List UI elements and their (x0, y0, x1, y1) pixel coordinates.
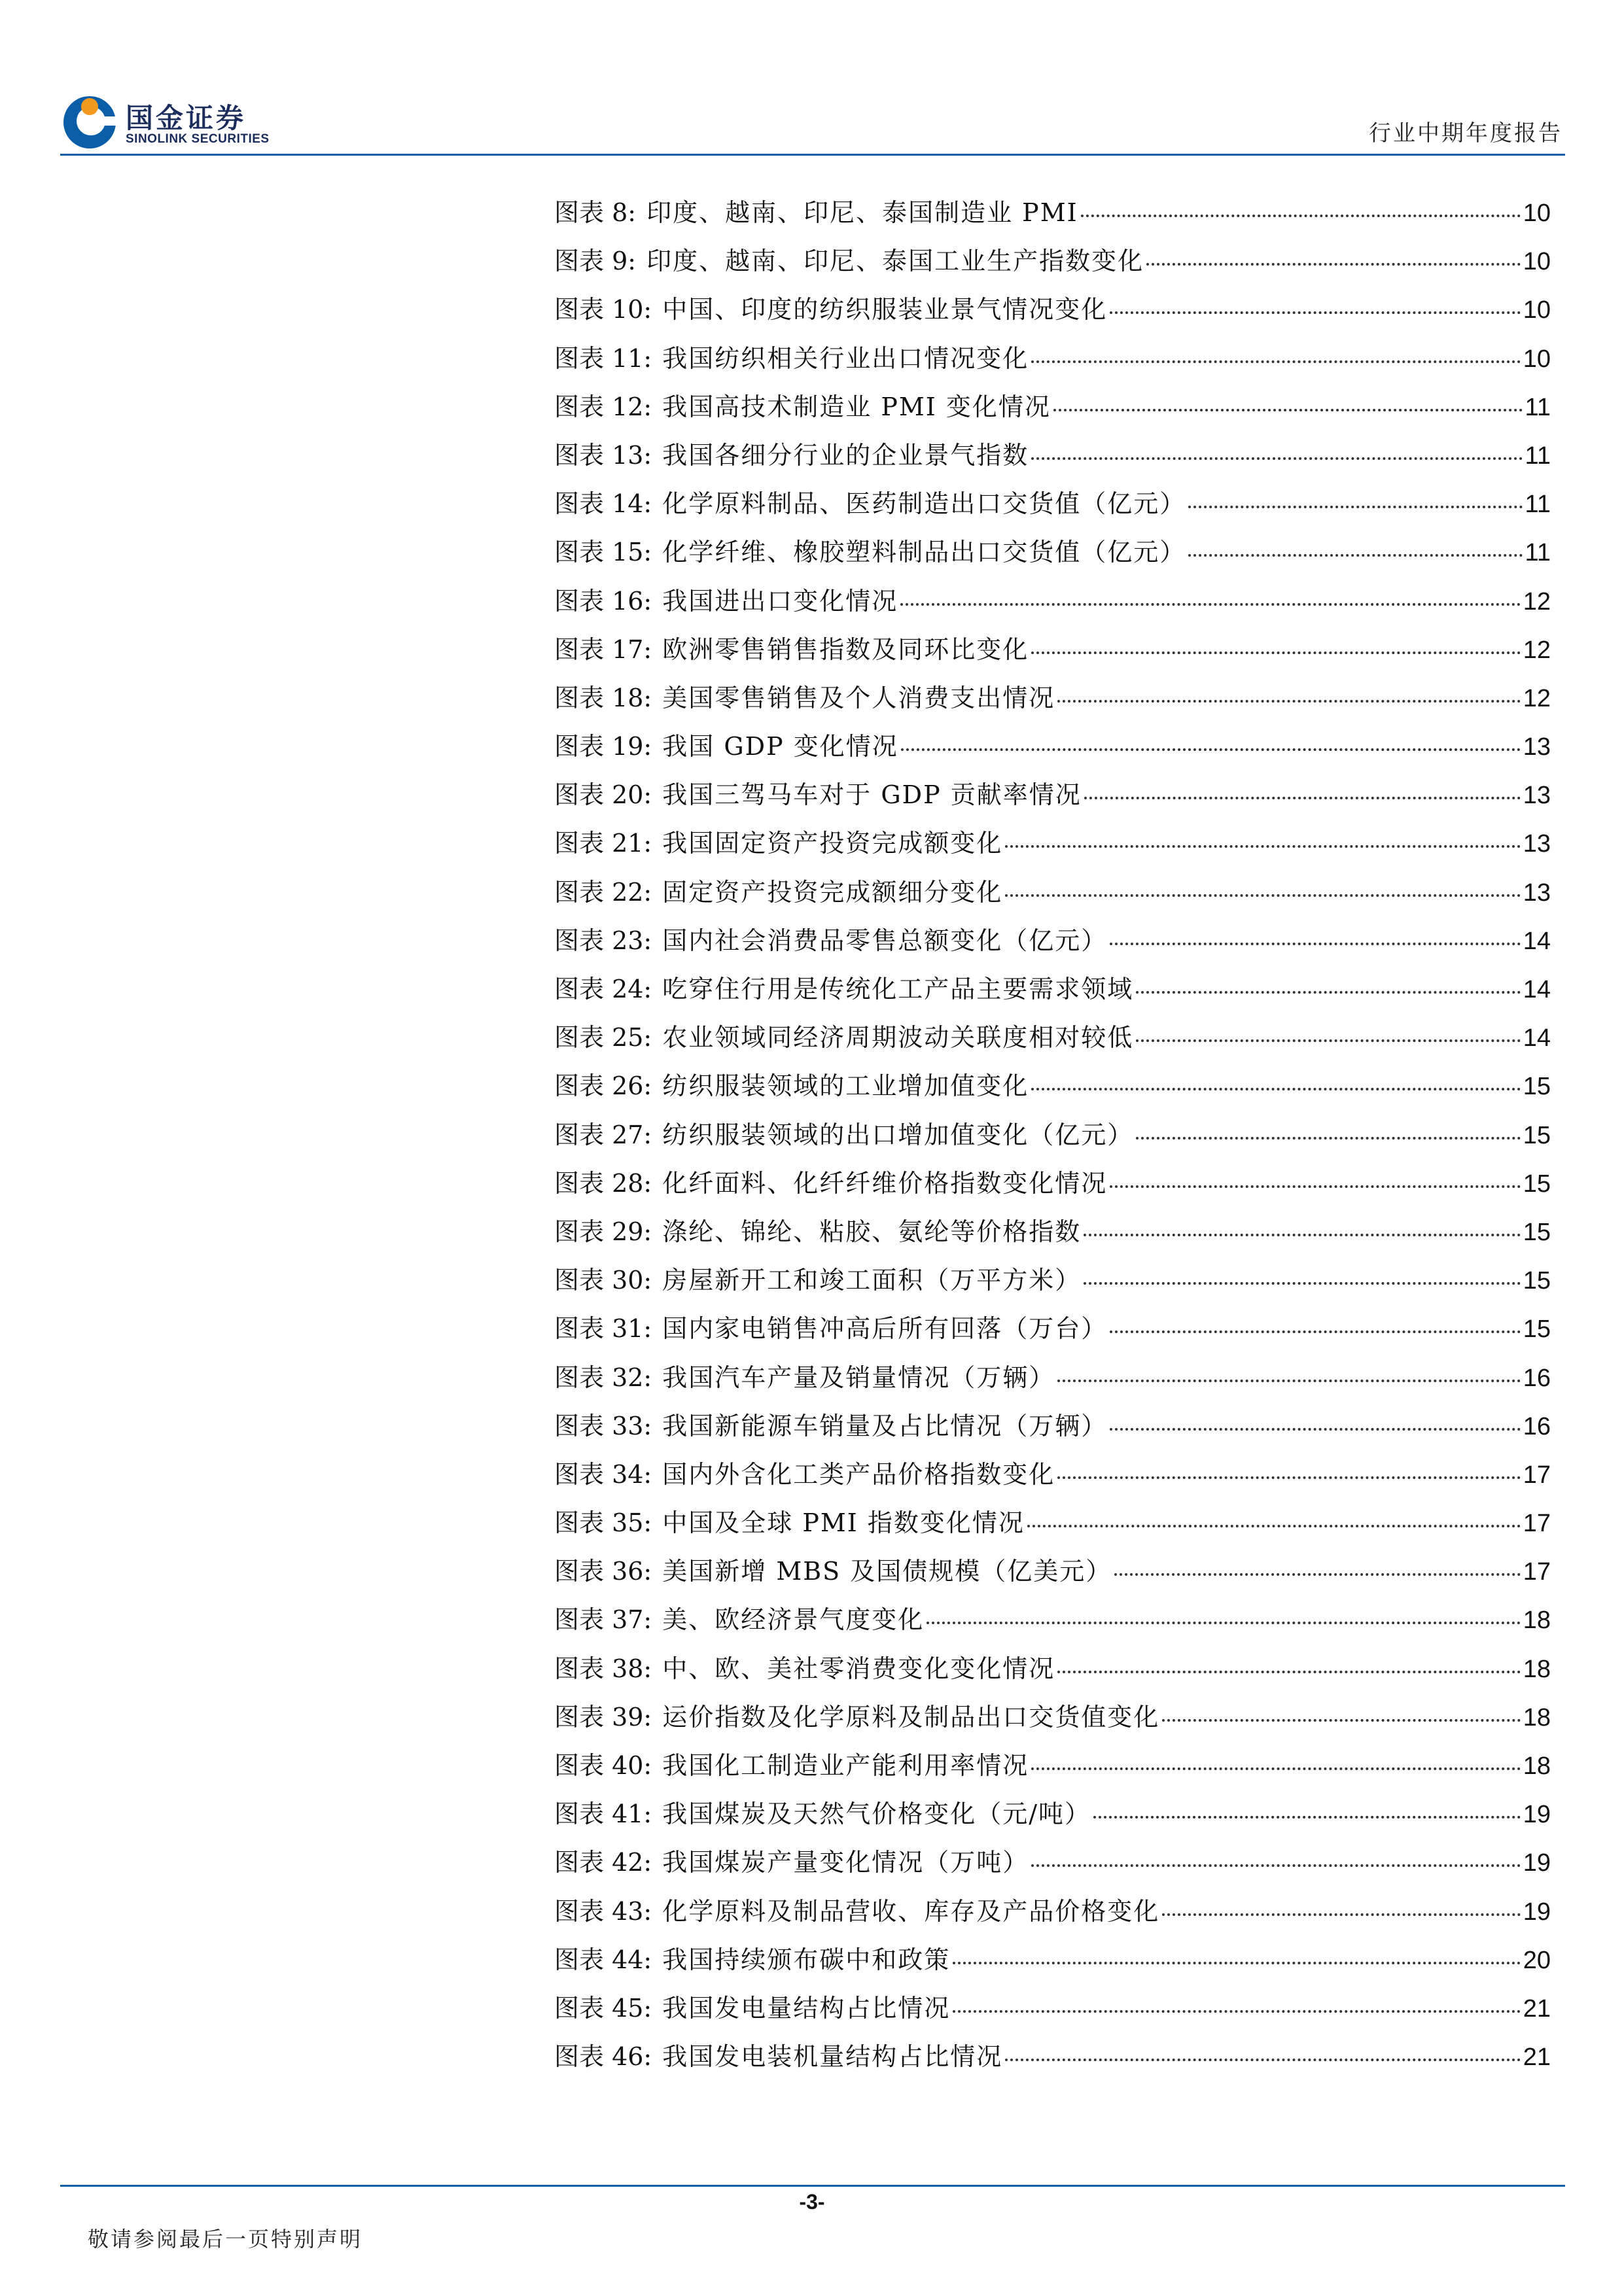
toc-entry-label: 图表 28: (554, 1168, 652, 1198)
toc-entry-page: 10 (1523, 345, 1551, 373)
toc-entry-title: 美国零售销售及个人消费支出情况 (662, 683, 1055, 712)
toc-entry-page: 14 (1523, 927, 1551, 955)
toc-entry[interactable] (554, 483, 1551, 532)
toc-dot-leader (1053, 409, 1523, 411)
toc-entry-page: 21 (1523, 2044, 1551, 2072)
toc-entry-page: 18 (1523, 1655, 1551, 1683)
toc-entry-label: 图表 39: (554, 1702, 652, 1731)
toc-entry-title: 我国发电装机量结构占比情况 (662, 2042, 1003, 2072)
toc-entry-page: 12 (1523, 684, 1551, 712)
page-header (0, 0, 1624, 164)
toc-entry[interactable] (554, 1551, 1551, 1599)
toc-entry-label: 图表 21: (554, 829, 652, 858)
toc-entry-label: 图表 12: (554, 392, 652, 421)
toc-dot-leader (1110, 1331, 1520, 1333)
toc-entry-title: 化学原料及制品营收、库存及产品价格变化 (662, 1896, 1160, 1926)
toc-entry-page: 13 (1523, 733, 1551, 761)
toc-entry-label: 图表 24: (554, 975, 652, 1003)
toc-entry-label: 图表 34: (554, 1459, 652, 1489)
toc-entry-label: 图表 27: (554, 1120, 652, 1149)
toc-entry-page: 16 (1523, 1412, 1551, 1440)
toc-entry[interactable] (554, 1308, 1551, 1357)
toc-entry-title: 固定资产投资完成额细分变化 (662, 877, 1003, 907)
toc-dot-leader (1031, 1864, 1520, 1867)
toc-entry[interactable] (554, 387, 1551, 435)
toc-entry[interactable] (554, 1066, 1551, 1114)
toc-entry[interactable] (554, 1599, 1551, 1648)
toc-entry-title: 国内外含化工类产品价格指数变化 (662, 1459, 1055, 1489)
toc-entry-page: 20 (1523, 1946, 1551, 1974)
toc-entry[interactable] (554, 192, 1551, 241)
toc-entry-label: 图表 26: (554, 1071, 652, 1101)
toc-entry-title: 我国化工制造业产能利用率情况 (662, 1751, 1029, 1780)
toc-entry[interactable] (554, 774, 1551, 823)
toc-entry-page: 13 (1523, 830, 1551, 858)
toc-entry-title: 我国各细分行业的企业景气指数 (662, 440, 1029, 470)
toc-dot-leader (1162, 1913, 1520, 1916)
toc-dot-leader (1146, 263, 1521, 266)
toc-entry-title: 我国煤炭产量变化情况（万吨） (662, 1848, 1029, 1877)
toc-dot-leader (1057, 1476, 1520, 1479)
toc-entry-title: 我国高技术制造业 PMI 变化情况 (662, 392, 1051, 421)
toc-entry-label: 图表 30: (554, 1266, 652, 1295)
toc-dot-leader (1031, 652, 1520, 654)
company-name-en: SINOLINK SECURITIES (126, 132, 270, 146)
toc-dot-leader (1057, 1671, 1520, 1673)
toc-dot-leader (1114, 1573, 1520, 1576)
toc-entry-page: 11 (1525, 393, 1551, 421)
toc-entry-page: 13 (1523, 878, 1551, 907)
toc-entry-label: 图表 40: (554, 1751, 652, 1780)
toc-entry-label: 图表 35: (554, 1508, 652, 1538)
toc-entry[interactable] (554, 1017, 1551, 1066)
toc-entry-title: 中国及全球 PMI 指数变化情况 (662, 1508, 1025, 1538)
toc-entry-title: 涤纶、锦纶、粘胶、氨纶等价格指数 (662, 1217, 1082, 1246)
toc-entry[interactable] (554, 532, 1551, 580)
toc-entry[interactable] (554, 1115, 1551, 1163)
toc-entry-title: 我国新能源车销量及占比情况（万辆） (662, 1411, 1108, 1440)
toc-entry-label: 图表 13: (554, 440, 652, 470)
toc-entry-label: 图表 43: (554, 1896, 652, 1926)
toc-entry-page: 19 (1523, 1898, 1551, 1926)
toc-entry-page: 11 (1525, 491, 1551, 519)
toc-entry-page: 10 (1523, 200, 1551, 227)
toc-entry-label: 图表 44: (554, 1945, 652, 1974)
toc-entry-label: 图表 45: (554, 1993, 652, 2023)
toc-entry[interactable] (554, 823, 1551, 871)
toc-entry-page: 10 (1523, 248, 1551, 276)
toc-entry-page: 19 (1523, 1849, 1551, 1877)
toc-entry-label: 图表 42: (554, 1848, 652, 1877)
toc-entry-title: 印度、越南、印尼、泰国工业生产指数变化 (646, 247, 1144, 276)
toc-dot-leader (1057, 700, 1520, 703)
toc-entry-page: 13 (1523, 782, 1551, 810)
toc-dot-leader (1081, 215, 1521, 217)
toc-entry[interactable] (554, 435, 1551, 483)
toc-entry-page: 21 (1523, 1994, 1551, 2023)
toc-entry-title: 中、欧、美社零消费变化变化情况 (662, 1654, 1055, 1683)
toc-entry-page: 15 (1523, 1218, 1551, 1246)
toc-entry[interactable] (554, 289, 1551, 338)
toc-entry-title: 我国汽车产量及销量情况（万辆） (662, 1363, 1055, 1392)
toc-dot-leader (1110, 311, 1520, 314)
toc-entry[interactable] (554, 1357, 1551, 1406)
toc-dot-leader (1084, 1282, 1520, 1285)
toc-entry-label: 图表 22: (554, 877, 652, 907)
toc-entry-page: 19 (1523, 1801, 1551, 1829)
toc-entry-label: 图表 31: (554, 1314, 652, 1344)
toc-entry-title: 我国发电量结构占比情况 (662, 1993, 951, 2023)
footer-divider (60, 2185, 1565, 2187)
toc-entry[interactable] (554, 678, 1551, 726)
toc-dot-leader (1110, 943, 1520, 945)
toc-dot-leader (1084, 1234, 1520, 1236)
toc-entry-page: 15 (1523, 1170, 1551, 1198)
figure-list (554, 192, 1551, 2085)
toc-entry-page: 15 (1523, 1315, 1551, 1344)
toc-entry-title: 欧洲零售销售指数及同环比变化 (662, 635, 1029, 664)
toc-entry-title: 美、欧经济景气度变化 (662, 1605, 925, 1635)
toc-entry-label: 图表 14: (554, 489, 652, 519)
toc-dot-leader (1136, 1137, 1520, 1139)
toc-entry-title: 国内家电销售冲高后所有回落（万台） (662, 1314, 1108, 1344)
toc-dot-leader (1110, 1428, 1520, 1431)
toc-entry-label: 图表 29: (554, 1217, 652, 1246)
toc-entry[interactable] (554, 1794, 1551, 1842)
toc-dot-leader (1093, 1816, 1521, 1818)
toc-entry[interactable] (554, 1745, 1551, 1794)
toc-dot-leader (1005, 845, 1520, 848)
toc-entry[interactable] (554, 629, 1551, 678)
toc-entry-page: 12 (1523, 636, 1551, 664)
toc-entry-label: 图表 20: (554, 780, 652, 810)
toc-entry-title: 我国纺织相关行业出口情况变化 (662, 343, 1029, 373)
toc-entry-title: 纺织服装领域的工业增加值变化 (662, 1071, 1029, 1101)
toc-entry-label: 图表 32: (554, 1363, 652, 1392)
toc-entry[interactable] (554, 2036, 1551, 2085)
toc-entry-page: 15 (1523, 1267, 1551, 1295)
toc-dot-leader (1031, 1767, 1520, 1770)
toc-dot-leader (1084, 797, 1521, 799)
toc-entry-page: 17 (1523, 1461, 1551, 1489)
toc-entry[interactable] (554, 1939, 1551, 1988)
toc-dot-leader (1057, 1380, 1520, 1382)
toc-entry-label: 图表 37: (554, 1605, 652, 1635)
sinolink-logo-mark-icon (60, 92, 119, 150)
toc-entry-label: 图表 11: (554, 343, 652, 373)
toc-dot-leader (1005, 894, 1520, 897)
toc-entry-title: 我国 GDP 变化情况 (662, 732, 898, 761)
toc-entry-label: 图表 8: (554, 198, 637, 227)
toc-entry-label: 图表 17: (554, 635, 652, 664)
toc-dot-leader (900, 603, 1520, 606)
toc-entry-label: 图表 18: (554, 683, 652, 712)
toc-entry-title: 我国持续颁布碳中和政策 (662, 1945, 951, 1974)
toc-entry-title: 化纤面料、化纤纤维价格指数变化情况 (662, 1168, 1108, 1198)
toc-entry-label: 图表 15: (554, 538, 652, 567)
toc-entry-title: 我国固定资产投资完成额变化 (662, 829, 1003, 858)
toc-entry[interactable] (554, 1503, 1551, 1551)
toc-dot-leader (1188, 506, 1522, 508)
toc-entry-title: 运价指数及化学原料及制品出口交货值变化 (662, 1702, 1160, 1731)
toc-entry[interactable] (554, 1648, 1551, 1697)
toc-entry[interactable] (554, 1842, 1551, 1890)
toc-entry-title: 我国进出口变化情况 (662, 586, 898, 616)
toc-entry-label: 图表 46: (554, 2042, 652, 2072)
toc-entry-page: 14 (1523, 976, 1551, 1003)
toc-dot-leader (1188, 554, 1522, 557)
toc-dot-leader (1005, 2059, 1520, 2061)
toc-dot-leader (1110, 1185, 1520, 1188)
toc-entry-label: 图表 10: (554, 295, 652, 324)
toc-entry-page: 14 (1523, 1024, 1551, 1052)
toc-entry[interactable] (554, 581, 1551, 629)
toc-entry[interactable] (554, 1454, 1551, 1503)
toc-entry-label: 图表 36: (554, 1557, 652, 1586)
toc-entry-page: 18 (1523, 1607, 1551, 1635)
page-number: -3- (799, 2190, 825, 2214)
company-name-cn: 国金证券 (126, 102, 247, 134)
toc-dot-leader (1136, 991, 1520, 994)
toc-entry-title: 国内社会消费品零售总额变化（亿元） (662, 926, 1108, 955)
toc-entry-label: 图表 38: (554, 1654, 652, 1683)
toc-entry[interactable] (554, 1697, 1551, 1745)
toc-entry-page: 18 (1523, 1703, 1551, 1731)
toc-entry-label: 图表 9: (554, 247, 637, 276)
toc-entry-label: 图表 41: (554, 1800, 652, 1829)
toc-entry[interactable] (554, 969, 1551, 1017)
header-divider (60, 154, 1565, 156)
toc-dot-leader (1031, 1088, 1520, 1090)
toc-entry-label: 图表 33: (554, 1411, 652, 1440)
toc-entry[interactable] (554, 241, 1551, 289)
toc-entry-label: 图表 19: (554, 732, 652, 761)
toc-entry-label: 图表 16: (554, 586, 652, 616)
toc-entry-page: 15 (1523, 1121, 1551, 1149)
toc-entry[interactable] (554, 1406, 1551, 1454)
toc-entry-title: 化学原料制品、医药制造出口交货值（亿元） (662, 489, 1186, 519)
toc-entry-title: 吃穿住行用是传统化工产品主要需求领域 (662, 975, 1134, 1003)
toc-entry-page: 11 (1525, 539, 1551, 567)
toc-entry-page: 16 (1523, 1364, 1551, 1392)
toc-entry-title: 纺织服装领域的出口增加值变化（亿元） (662, 1120, 1134, 1149)
toc-entry[interactable] (554, 338, 1551, 387)
footer-disclaimer: 敬请参阅最后一页特别声明 (88, 2227, 363, 2252)
toc-dot-leader (1031, 457, 1522, 460)
toc-entry[interactable] (554, 1891, 1551, 1939)
toc-dot-leader (927, 1622, 1520, 1624)
toc-entry-title: 我国三驾马车对于 GDP 贡献率情况 (662, 780, 1082, 810)
toc-entry-page: 17 (1523, 1558, 1551, 1586)
toc-dot-leader (953, 1962, 1520, 1964)
toc-entry-label: 图表 23: (554, 926, 652, 955)
toc-dot-leader (901, 748, 1521, 751)
toc-dot-leader (953, 2010, 1520, 2013)
toc-entry-title: 我国煤炭及天然气价格变化（元/吨） (662, 1800, 1091, 1829)
toc-entry-title: 印度、越南、印尼、泰国制造业 PMI (646, 198, 1078, 227)
toc-entry-page: 11 (1525, 442, 1551, 470)
toc-entry-title: 中国、印度的纺织服装业景气情况变化 (662, 295, 1108, 324)
toc-entry[interactable] (554, 872, 1551, 920)
toc-entry[interactable] (554, 1211, 1551, 1260)
toc-entry-title: 化学纤维、橡胶塑料制品出口交货值（亿元） (662, 538, 1186, 567)
toc-entry[interactable] (554, 1988, 1551, 2036)
report-type: 行业中期年度报告 (1369, 120, 1562, 147)
toc-entry-page: 17 (1523, 1510, 1551, 1538)
toc-entry-title: 美国新增 MBS 及国债规模（亿美元） (662, 1557, 1112, 1586)
toc-entry[interactable] (554, 1260, 1551, 1308)
toc-entry-title: 农业领域同经济周期波动关联度相对较低 (662, 1023, 1134, 1052)
toc-dot-leader (1031, 360, 1520, 363)
toc-entry-title: 房屋新开工和竣工面积（万平方米） (662, 1266, 1082, 1295)
toc-dot-leader (1162, 1719, 1520, 1722)
toc-entry[interactable] (554, 920, 1551, 969)
toc-entry-label: 图表 25: (554, 1023, 652, 1052)
company-logo (60, 92, 335, 157)
toc-entry[interactable] (554, 726, 1551, 774)
toc-entry-page: 10 (1523, 296, 1551, 324)
toc-dot-leader (1136, 1039, 1520, 1042)
toc-entry-page: 12 (1523, 587, 1551, 616)
toc-dot-leader (1027, 1525, 1521, 1527)
toc-entry-page: 18 (1523, 1752, 1551, 1780)
toc-entry-page: 15 (1523, 1073, 1551, 1101)
toc-entry[interactable] (554, 1163, 1551, 1211)
